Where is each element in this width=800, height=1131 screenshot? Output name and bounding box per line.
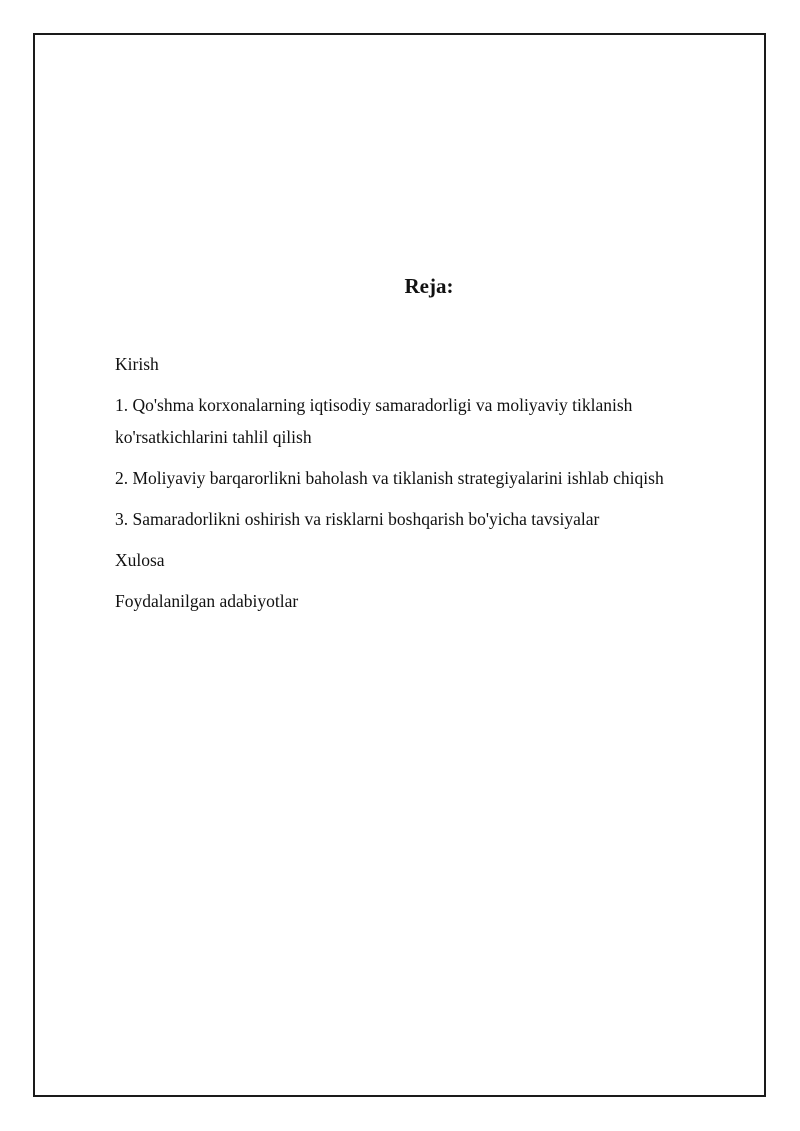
- plan-item-section-1: 1. Qo'shma korxonalarning iqtisodiy samaradorligi va moliyaviy tiklanish ko'rsatkichlarini tahlil qilish: [115, 395, 633, 447]
- plan-title: Reja:: [404, 274, 454, 298]
- plan-item-references: Foydalanilgan adabiyotlar: [115, 591, 299, 611]
- plan-list: [115, 348, 715, 626]
- plan-item-section-3: 3. Samaradorlikni oshirish va risklarni boshqarish bo'yicha tavsiyalar: [115, 509, 600, 529]
- plan-item-introduction: Kirish: [115, 354, 159, 374]
- plan-item-conclusion: Xulosa: [115, 550, 165, 570]
- plan-item-section-2: 2. Moliyaviy barqarorlikni baholash va tiklanish strategiyalarini ishlab chiqish: [115, 468, 664, 488]
